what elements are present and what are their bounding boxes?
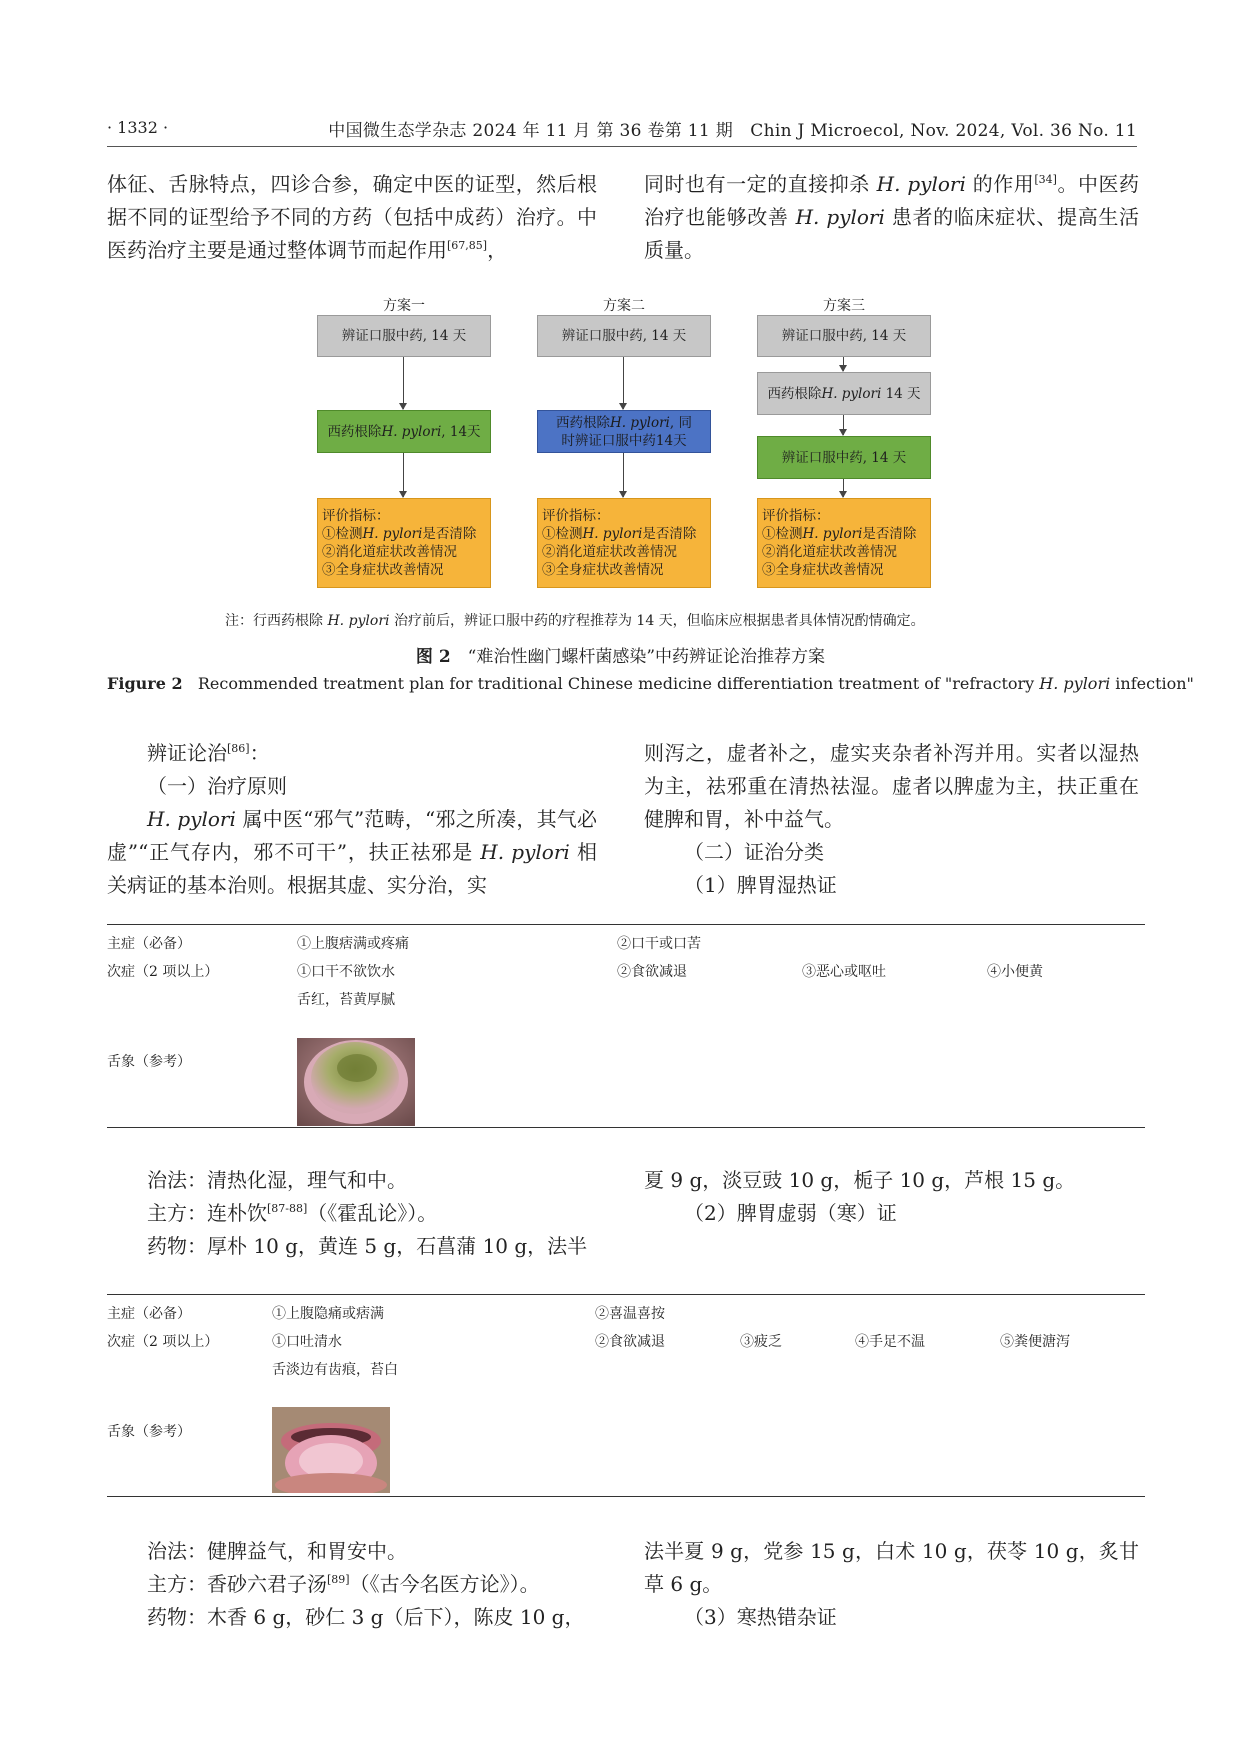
sec2-drugs: 药物：厚朴 10 g，黄连 5 g，石菖蒲 10 g，法半: [147, 1234, 588, 1258]
sec1-subheading: （一）治疗原则: [147, 774, 287, 798]
main-symptom-1: ①上腹隐痛或痞满: [272, 1306, 384, 1322]
sec3-left-column: [107, 1535, 597, 1634]
plan-three-title: 方案三: [823, 298, 865, 314]
sec1-heading: 辨证论治[86]：: [147, 741, 270, 765]
journal-info: 中国微生态学杂志 2024 年 11 月 第 36 卷第 11 期 Chin J Microecol, Nov. 2024, Vol. 36 No. 11: [328, 121, 1137, 141]
plan-one-step2-box: 西药根除H. pylori, 14天: [317, 410, 491, 453]
plan-three-step3-box: 辨证口服中药, 14 天: [757, 436, 931, 479]
plan-two-step2-box: 西药根除H. pylori, 同 时辨证口服中药14天: [537, 410, 711, 453]
tongue-label: 舌象（参考）: [107, 1424, 191, 1440]
syndrome-table-2: [107, 1294, 1145, 1498]
sec3-treatment: 治法：健脾益气，和胃安中。: [147, 1539, 407, 1563]
tongue-label: 舌象（参考）: [107, 1054, 191, 1070]
arrow-icon: [843, 415, 844, 435]
plan-three-step2-box: 西药根除H. pylori 14 天: [757, 372, 931, 415]
arrow-icon: [843, 357, 844, 371]
main-symptom-label: 主症（必备）: [107, 936, 191, 952]
table-bottom-rule: [107, 1127, 1145, 1128]
figure-note: 注：行西药根除 H. pylori 治疗前后，辨证口服中药的疗程推荐为 14 天，但临床应根据患者具体情况酌情确定。: [225, 613, 925, 629]
header-rule: [107, 146, 1137, 147]
plan-one-step1-box: 辨证口服中药, 14 天: [317, 315, 491, 357]
plan-one-eval-box: 评价指标： ①检测H. pylori是否清除 ②消化道症状改善情况 ③全身症状改善情况: [317, 498, 491, 588]
secondary-symptom-2: ②食欲减退: [617, 964, 687, 980]
plan-three-step1-box: 辨证口服中药, 14 天: [757, 315, 931, 357]
sec3-right-column: [644, 1535, 1139, 1634]
main-symptom-label: 主症（必备）: [107, 1306, 191, 1322]
sec3-drugs: 药物：木香 6 g，砂仁 3 g（后下），陈皮 10 g，: [147, 1605, 585, 1629]
main-symptom-2: ②口干或口苦: [617, 936, 701, 952]
sec2-treatment: 治法：清热化湿，理气和中。: [147, 1168, 407, 1192]
secondary-symptom-5: ⑤粪便溏泻: [1000, 1334, 1070, 1350]
sec1-left-column: [107, 737, 597, 902]
arrow-icon: [623, 357, 624, 409]
top-right-column: [644, 168, 1139, 267]
sec2-left-column: [107, 1164, 597, 1263]
secondary-symptom-3: ③疲乏: [740, 1334, 782, 1350]
tongue-photo-2: [272, 1407, 390, 1493]
arrow-icon: [623, 453, 624, 497]
main-symptom-2: ②喜温喜按: [595, 1306, 665, 1322]
plan-two-step1-box: 辨证口服中药, 14 天: [537, 315, 711, 357]
secondary-symptom-label: 次症（2 项以上）: [107, 1334, 219, 1350]
figure-2-flowchart: [317, 295, 937, 595]
sec3-syndrome-heading: （3）寒热错杂证: [684, 1605, 837, 1629]
top-left-paragraph: 体征、舌脉特点，四诊合参，确定中医的证型，然后根据不同的证型给予不同的方药（包括中成药）治疗。中医药治疗主要是通过整体调节而起作用[67,85]，: [107, 172, 597, 262]
page-number: · 1332 ·: [107, 118, 169, 137]
table-top-rule: [107, 1294, 1145, 1295]
sec1-paragraph: H. pylori 属中医“邪气”范畴，“邪之所凑，其气必虚”“正气存内，邪不可干”，扶正祛邪是 H. pylori 相关病证的基本治则。根据其虚、实分治，实: [107, 807, 598, 897]
top-left-column: [107, 168, 597, 267]
top-right-paragraph: 同时也有一定的直接抑杀 H. pylori 的作用[34]。中医药治疗也能够改善 H. pylori 患者的临床症状、提高生活质量。: [644, 172, 1140, 262]
arrow-icon: [843, 479, 844, 497]
syndrome-table-1: [107, 924, 1145, 1129]
secondary-symptom-4: ④手足不温: [855, 1334, 925, 1350]
arrow-icon: [403, 357, 404, 409]
table-bottom-rule: [107, 1496, 1145, 1497]
sec2-drugs-cont: 夏 9 g，淡豆豉 10 g，栀子 10 g，芦根 15 g。: [644, 1168, 1076, 1192]
plan-three-eval-box: 评价指标： ①检测H. pylori是否清除 ②消化道症状改善情况 ③全身症状改善情况: [757, 498, 931, 588]
sec2-syndrome-heading: （2）脾胃虚弱（寒）证: [684, 1201, 897, 1225]
sec1-right-paragraph: 则泻之，虚者补之，虚实夹杂者补泻并用。实者以湿热为主，祛邪重在清热祛湿。虚者以脾虚为主，扶正重在健脾和胃，补中益气。: [644, 741, 1139, 831]
sec1-classification-heading: （二）证治分类: [684, 840, 824, 864]
plan-one-title: 方案一: [383, 298, 425, 314]
sec2-formula: 主方：连朴饮[87-88]（《霍乱论》）。: [147, 1201, 438, 1225]
plan-two-eval-box: 评价指标： ①检测H. pylori是否清除 ②消化道症状改善情况 ③全身症状改善情况: [537, 498, 711, 588]
tongue-photo-1: [297, 1038, 415, 1126]
figure-caption-en: Figure 2 Recommended treatment plan for traditional Chinese medicine differentiation treatment of "refractory H. pylori infection": [107, 674, 1194, 693]
tongue-description: 舌淡边有齿痕，苔白: [272, 1362, 398, 1378]
figure-caption-cn: 图 2 “难治性幽门螺杆菌感染”中药辨证论治推荐方案: [415, 647, 826, 667]
sec3-drugs-cont: 法半夏 9 g，党参 15 g，白术 10 g，茯苓 10 g，炙甘草 6 g。: [644, 1539, 1139, 1596]
arrow-icon: [403, 453, 404, 497]
tongue-description: 舌红，苔黄厚腻: [297, 992, 395, 1008]
sec3-formula: 主方：香砂六君子汤[89]（《古今名医方论》）。: [147, 1572, 540, 1596]
sec2-right-column: [644, 1164, 1139, 1230]
secondary-symptom-3: ③恶心或呕吐: [802, 964, 886, 980]
secondary-symptom-4: ④小便黄: [987, 964, 1043, 980]
table-top-rule: [107, 924, 1145, 925]
secondary-symptom-1: ①口干不欲饮水: [297, 964, 395, 980]
sec1-right-column: [644, 737, 1139, 902]
plan-two-title: 方案二: [603, 298, 645, 314]
sec1-syndrome-heading: （1）脾胃湿热证: [684, 873, 837, 897]
secondary-symptom-1: ①口吐清水: [272, 1334, 342, 1350]
secondary-symptom-2: ②食欲减退: [595, 1334, 665, 1350]
running-header: [107, 112, 1137, 146]
main-symptom-1: ①上腹痞满或疼痛: [297, 936, 409, 952]
secondary-symptom-label: 次症（2 项以上）: [107, 964, 219, 980]
